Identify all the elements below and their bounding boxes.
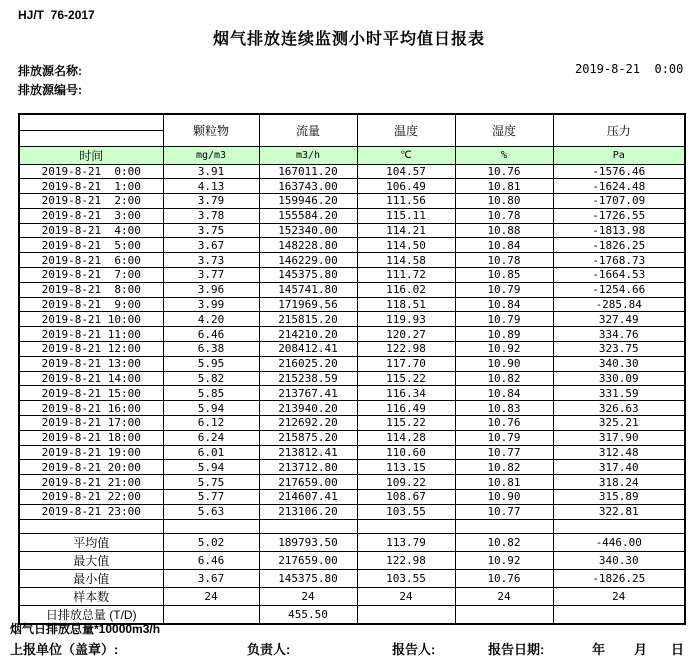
value-cell: 330.09 — [553, 371, 685, 386]
value-cell: 217659.00 — [259, 552, 357, 570]
row-header-cell: 2019-8-21 23:00 — [19, 504, 163, 519]
value-cell: 3.96 — [163, 282, 259, 297]
row-header-cell: 2019-8-21 8:00 — [19, 282, 163, 297]
value-cell: 24 — [259, 588, 357, 606]
row-header-cell: 2019-8-21 17:00 — [19, 416, 163, 431]
value-cell: 10.82 — [455, 460, 553, 475]
value-cell: 215875.20 — [259, 430, 357, 445]
value-cell: 6.12 — [163, 416, 259, 431]
value-cell: 5.94 — [163, 401, 259, 416]
value-cell: 116.49 — [357, 401, 455, 416]
value-cell: 4.13 — [163, 179, 259, 194]
value-cell: 10.79 — [455, 430, 553, 445]
value-cell — [357, 519, 455, 534]
row-header-cell: 2019-8-21 12:00 — [19, 342, 163, 357]
value-cell: 10.78 — [455, 208, 553, 223]
value-cell: 103.55 — [357, 504, 455, 519]
table-row — [19, 297, 685, 312]
value-cell: -1826.25 — [553, 238, 685, 253]
table-row — [19, 519, 685, 534]
report-unit-label: 上报单位（盖章）: — [10, 642, 119, 657]
value-cell: 214607.41 — [259, 490, 357, 505]
standard-number: HJ/T 76-2017 — [18, 8, 95, 22]
col-header-humidity: 湿度 — [455, 114, 553, 146]
value-cell: 24 — [163, 588, 259, 606]
unit-humidity: % — [455, 146, 553, 164]
table-row — [19, 371, 685, 386]
value-cell: 111.72 — [357, 268, 455, 283]
row-header-cell: 2019-8-21 1:00 — [19, 179, 163, 194]
value-cell: 334.76 — [553, 327, 685, 342]
value-cell: 212692.20 — [259, 416, 357, 431]
value-cell: 10.81 — [455, 475, 553, 490]
value-cell: 122.98 — [357, 552, 455, 570]
value-cell: -1768.73 — [553, 253, 685, 268]
row-header-cell: 最大值 — [19, 552, 163, 570]
value-cell: 4.20 — [163, 312, 259, 327]
value-cell: 3.99 — [163, 297, 259, 312]
value-cell: 213712.80 — [259, 460, 357, 475]
value-cell: 120.27 — [357, 327, 455, 342]
value-cell: 167011.20 — [259, 164, 357, 179]
value-cell: 215238.59 — [259, 371, 357, 386]
value-cell: 189793.50 — [259, 534, 357, 552]
hourly-data-body — [19, 164, 685, 519]
row-header-cell: 2019-8-21 2:00 — [19, 194, 163, 209]
value-cell — [163, 606, 259, 625]
value-cell: 6.46 — [163, 552, 259, 570]
table-row — [19, 327, 685, 342]
report-datetime: 2019-8-21 0:00 — [575, 62, 684, 76]
table-row — [19, 268, 685, 283]
value-cell: 116.34 — [357, 386, 455, 401]
row-header-cell: 2019-8-21 10:00 — [19, 312, 163, 327]
value-cell — [357, 606, 455, 625]
header-empty-bottom-cell — [19, 130, 163, 146]
value-cell: 331.59 — [553, 386, 685, 401]
value-cell: -1813.98 — [553, 223, 685, 238]
value-cell: 6.01 — [163, 445, 259, 460]
value-cell: 325.21 — [553, 416, 685, 431]
value-cell: 10.76 — [455, 416, 553, 431]
row-header-cell: 2019-8-21 9:00 — [19, 297, 163, 312]
row-header-cell: 2019-8-21 14:00 — [19, 371, 163, 386]
value-cell: 114.21 — [357, 223, 455, 238]
value-cell: 145375.80 — [259, 570, 357, 588]
value-cell: 213812.41 — [259, 445, 357, 460]
value-cell: 24 — [357, 588, 455, 606]
value-cell: 115.22 — [357, 416, 455, 431]
header-row-top — [19, 114, 685, 130]
value-cell: 322.81 — [553, 504, 685, 519]
value-cell: 5.02 — [163, 534, 259, 552]
table-row — [19, 312, 685, 327]
value-cell: 3.79 — [163, 194, 259, 209]
table-row — [19, 475, 685, 490]
value-cell: 148228.80 — [259, 238, 357, 253]
value-cell: 109.22 — [357, 475, 455, 490]
spacer-body — [19, 519, 685, 534]
row-header-cell: 平均值 — [19, 534, 163, 552]
row-header-cell: 2019-8-21 5:00 — [19, 238, 163, 253]
row-header-cell: 日排放总量 (T/D) — [19, 606, 163, 625]
value-cell: 10.81 — [455, 179, 553, 194]
unit-temperature: ℃ — [357, 146, 455, 164]
value-cell: 119.93 — [357, 312, 455, 327]
value-cell: 3.77 — [163, 268, 259, 283]
time-column-header: 时间 — [19, 146, 163, 164]
value-cell: 10.92 — [455, 342, 553, 357]
value-cell: 115.22 — [357, 371, 455, 386]
table-row — [19, 238, 685, 253]
value-cell: -1707.09 — [553, 194, 685, 209]
value-cell: 10.79 — [455, 282, 553, 297]
value-cell: 122.98 — [357, 342, 455, 357]
row-header-cell: 2019-8-21 13:00 — [19, 356, 163, 371]
table-row — [19, 490, 685, 505]
value-cell: -446.00 — [553, 534, 685, 552]
value-cell: 10.80 — [455, 194, 553, 209]
value-cell: -1624.48 — [553, 179, 685, 194]
value-cell: 10.92 — [455, 552, 553, 570]
value-cell: 213940.20 — [259, 401, 357, 416]
value-cell: 116.02 — [357, 282, 455, 297]
value-cell: 5.75 — [163, 475, 259, 490]
value-cell: 5.77 — [163, 490, 259, 505]
table-row — [19, 223, 685, 238]
value-cell: 10.77 — [455, 504, 553, 519]
row-header-cell: 2019-8-21 20:00 — [19, 460, 163, 475]
value-cell: 24 — [455, 588, 553, 606]
value-cell: 114.58 — [357, 253, 455, 268]
value-cell: 217659.00 — [259, 475, 357, 490]
value-cell: -1826.25 — [553, 570, 685, 588]
value-cell: 5.85 — [163, 386, 259, 401]
value-cell: 10.82 — [455, 534, 553, 552]
table-row — [19, 570, 685, 588]
row-header-cell: 2019-8-21 11:00 — [19, 327, 163, 342]
value-cell: 114.50 — [357, 238, 455, 253]
row-header-cell: 2019-8-21 21:00 — [19, 475, 163, 490]
table-row — [19, 253, 685, 268]
table-row — [19, 430, 685, 445]
unit-row — [19, 146, 685, 164]
page-title: 烟气排放连续监测小时平均值日报表 — [212, 31, 485, 48]
value-cell — [455, 519, 553, 534]
row-header-cell: 2019-8-21 3:00 — [19, 208, 163, 223]
source-code-label: 排放源编号: — [18, 83, 82, 97]
value-cell: -1664.53 — [553, 268, 685, 283]
value-cell: 315.89 — [553, 490, 685, 505]
value-cell: 5.94 — [163, 460, 259, 475]
value-cell: -1726.55 — [553, 208, 685, 223]
row-header-cell: 2019-8-21 6:00 — [19, 253, 163, 268]
value-cell: 108.67 — [357, 490, 455, 505]
table-row — [19, 282, 685, 297]
value-cell: 145741.80 — [259, 282, 357, 297]
table-row — [19, 534, 685, 552]
value-cell: -1254.66 — [553, 282, 685, 297]
value-cell: 118.51 — [357, 297, 455, 312]
value-cell: 145375.80 — [259, 268, 357, 283]
value-cell: 113.79 — [357, 534, 455, 552]
value-cell: 312.48 — [553, 445, 685, 460]
value-cell: 103.55 — [357, 570, 455, 588]
month-label: 月 — [634, 642, 648, 657]
value-cell: 326.63 — [553, 401, 685, 416]
row-header-cell: 2019-8-21 7:00 — [19, 268, 163, 283]
value-cell: 10.77 — [455, 445, 553, 460]
value-cell: 216025.20 — [259, 356, 357, 371]
row-header-cell: 最小值 — [19, 570, 163, 588]
col-header-particulate: 颗粒物 — [163, 114, 259, 146]
table-row — [19, 386, 685, 401]
header-empty-top-cell — [19, 114, 163, 130]
table-row — [19, 588, 685, 606]
table-row — [19, 445, 685, 460]
value-cell: 24 — [553, 588, 685, 606]
value-cell: 106.49 — [357, 179, 455, 194]
value-cell: 5.63 — [163, 504, 259, 519]
value-cell: 10.84 — [455, 238, 553, 253]
value-cell: 213106.20 — [259, 504, 357, 519]
value-cell: 113.15 — [357, 460, 455, 475]
value-cell: 163743.00 — [259, 179, 357, 194]
table-row — [19, 356, 685, 371]
value-cell: 155584.20 — [259, 208, 357, 223]
col-header-temperature: 温度 — [357, 114, 455, 146]
value-cell: 117.70 — [357, 356, 455, 371]
responsible-person-label: 负责人: — [247, 642, 291, 657]
table-row — [19, 401, 685, 416]
col-header-pressure: 压力 — [553, 114, 685, 146]
value-cell: 152340.00 — [259, 223, 357, 238]
table-row — [19, 179, 685, 194]
value-cell: 10.90 — [455, 490, 553, 505]
value-cell: 10.89 — [455, 327, 553, 342]
value-cell: 317.90 — [553, 430, 685, 445]
value-cell: 214210.20 — [259, 327, 357, 342]
unit-particulate: mg/m3 — [163, 146, 259, 164]
value-cell: 10.76 — [455, 570, 553, 588]
table-row — [19, 552, 685, 570]
value-cell: 3.75 — [163, 223, 259, 238]
value-cell — [455, 606, 553, 625]
value-cell: 327.49 — [553, 312, 685, 327]
total-emission-note: 烟气日排放总量*10000m3/h — [10, 622, 161, 636]
row-header-cell: 2019-8-21 18:00 — [19, 430, 163, 445]
table-row — [19, 416, 685, 431]
value-cell — [553, 519, 685, 534]
summary-body — [19, 534, 685, 625]
value-cell: 10.76 — [455, 164, 553, 179]
value-cell: 3.67 — [163, 570, 259, 588]
value-cell: 3.73 — [163, 253, 259, 268]
row-header-cell: 样本数 — [19, 588, 163, 606]
reporter-label: 报告人: — [392, 642, 436, 657]
col-header-flow: 流量 — [259, 114, 357, 146]
table-row — [19, 342, 685, 357]
value-cell: 10.85 — [455, 268, 553, 283]
value-cell: 10.88 — [455, 223, 553, 238]
value-cell: 5.95 — [163, 356, 259, 371]
value-cell — [553, 606, 685, 625]
value-cell: 104.57 — [357, 164, 455, 179]
value-cell: 10.82 — [455, 371, 553, 386]
row-header-cell — [19, 519, 163, 534]
year-label: 年 — [592, 642, 606, 657]
value-cell: 146229.00 — [259, 253, 357, 268]
value-cell: 10.83 — [455, 401, 553, 416]
value-cell: -285.84 — [553, 297, 685, 312]
value-cell: 340.30 — [553, 552, 685, 570]
value-cell: 159946.20 — [259, 194, 357, 209]
value-cell: 3.78 — [163, 208, 259, 223]
value-cell: 114.28 — [357, 430, 455, 445]
table-row — [19, 194, 685, 209]
value-cell: 10.84 — [455, 386, 553, 401]
row-header-cell: 2019-8-21 0:00 — [19, 164, 163, 179]
value-cell: 6.46 — [163, 327, 259, 342]
value-cell: 318.24 — [553, 475, 685, 490]
value-cell: 10.78 — [455, 253, 553, 268]
value-cell: 208412.41 — [259, 342, 357, 357]
hourly-report-table — [18, 113, 686, 625]
value-cell: 5.82 — [163, 371, 259, 386]
row-header-cell: 2019-8-21 19:00 — [19, 445, 163, 460]
value-cell: 10.79 — [455, 312, 553, 327]
row-header-cell: 2019-8-21 4:00 — [19, 223, 163, 238]
value-cell: 6.24 — [163, 430, 259, 445]
report-date-label: 报告日期: — [488, 642, 545, 657]
value-cell: 455.50 — [259, 606, 357, 625]
value-cell: 115.11 — [357, 208, 455, 223]
value-cell: -1576.46 — [553, 164, 685, 179]
unit-pressure: Pa — [553, 146, 685, 164]
value-cell: 10.84 — [455, 297, 553, 312]
value-cell: 171969.56 — [259, 297, 357, 312]
value-cell: 110.60 — [357, 445, 455, 460]
row-header-cell: 2019-8-21 15:00 — [19, 386, 163, 401]
value-cell: 215815.20 — [259, 312, 357, 327]
value-cell: 3.91 — [163, 164, 259, 179]
value-cell: 317.40 — [553, 460, 685, 475]
table-row — [19, 164, 685, 179]
unit-flow: m3/h — [259, 146, 357, 164]
value-cell: 213767.41 — [259, 386, 357, 401]
row-header-cell: 2019-8-21 16:00 — [19, 401, 163, 416]
value-cell: 6.38 — [163, 342, 259, 357]
value-cell: 10.90 — [455, 356, 553, 371]
value-cell — [163, 519, 259, 534]
source-name-label: 排放源名称: — [18, 64, 82, 78]
value-cell — [259, 519, 357, 534]
value-cell: 3.67 — [163, 238, 259, 253]
table-row — [19, 460, 685, 475]
row-header-cell: 2019-8-21 22:00 — [19, 490, 163, 505]
value-cell: 340.30 — [553, 356, 685, 371]
day-label: 日 — [671, 642, 685, 657]
table-row — [19, 504, 685, 519]
value-cell: 323.75 — [553, 342, 685, 357]
value-cell: 111.56 — [357, 194, 455, 209]
table-row — [19, 208, 685, 223]
